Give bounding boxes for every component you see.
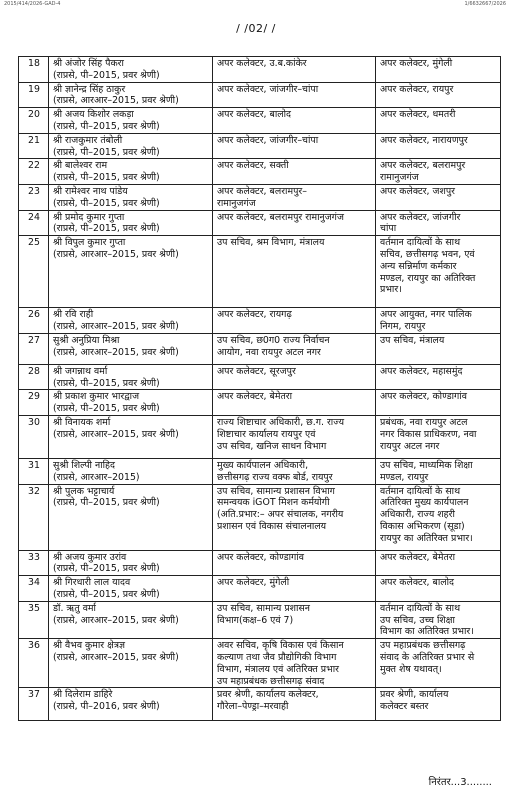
new-posting-cell <box>376 390 501 416</box>
current-posting-line: अपर कलेक्टर, जांजगीर–चांपा <box>217 83 319 95</box>
new-posting-line: अपर कलेक्टर, मुंगेली <box>380 58 453 69</box>
officer-name-cell <box>49 458 213 484</box>
current-posting-line: रामानुजगंज <box>217 197 256 209</box>
new-posting-line: उप सचिव, उच्च शिक्षा <box>380 614 455 626</box>
current-posting-cell <box>213 639 376 688</box>
new-posting-cell <box>376 550 501 576</box>
officer-name-cell <box>49 108 213 134</box>
serial-number-cell: 20 <box>19 108 49 134</box>
serial-number-cell: 33 <box>19 550 49 576</box>
serial-number-cell: 22 <box>19 159 49 185</box>
new-posting-line: प्रबंधक, नवा रायपुर अटल <box>380 416 468 428</box>
current-posting-line: आयोग, नवा रायपुर अटल नगर <box>217 346 321 358</box>
officer-name-line: श्री प्रकाश कुमार भारद्वाज <box>53 391 140 403</box>
officer-name-line: श्री बालेश्वर राम <box>53 160 108 172</box>
new-posting-cell <box>376 458 501 484</box>
new-posting-line: प्रवर श्रेणी, कार्यालय <box>380 689 449 701</box>
new-posting-line: रामानुजगंज <box>380 172 419 184</box>
current-posting-cell <box>213 484 376 550</box>
current-posting-cell <box>213 576 376 602</box>
officer-name-line: श्री वैभव कुमार क्षेत्रज्ञ <box>53 640 125 652</box>
current-posting-line: उप सचिव, छ0ग0 राज्य निर्वाचन <box>217 334 330 346</box>
officer-name-line: (राप्रसे, पी–2015, प्रवर श्रेणी) <box>53 146 160 158</box>
officer-name-line: श्री विपुल कुमार गुप्ता <box>53 237 126 249</box>
current-posting-cell <box>213 82 376 108</box>
new-posting-cell <box>376 159 501 185</box>
officer-name-line: (राप्रसे, पी–2015, प्रवर श्रेणी) <box>53 497 160 509</box>
serial-number-cell: 31 <box>19 458 49 484</box>
current-posting-line: अपर कलेक्टर, बालोद <box>217 109 292 121</box>
officer-name-cell <box>49 184 213 210</box>
current-posting-line: अपर कलेक्टर, रायगढ़ <box>217 309 292 321</box>
officer-name-cell <box>49 364 213 390</box>
table-row <box>19 108 501 134</box>
officer-name-line: श्री रामेश्वर नाथ पांडेय <box>53 185 128 197</box>
officer-name-cell <box>49 308 213 334</box>
officer-name-line: श्री अजय कुमार उरांव <box>53 551 127 563</box>
new-posting-line: विकास अभिकरण (सूडा) <box>380 520 465 532</box>
current-posting-line: अपर कलेक्टर, कोण्डागांव <box>217 551 304 563</box>
officer-name-line: (राप्रसे, पी–2015, प्रवर श्रेणी) <box>53 172 160 184</box>
officer-name-cell <box>49 82 213 108</box>
serial-number-cell: 35 <box>19 601 49 638</box>
new-posting-line: अपर कलेक्टर, बालोद <box>380 577 455 589</box>
officer-name-cell <box>49 159 213 185</box>
officer-name-cell <box>49 484 213 550</box>
current-posting-cell <box>213 210 376 236</box>
officer-name-line: (राप्रसे, पी–2015, प्रवर श्रेणी) <box>53 563 160 575</box>
new-posting-line: प्रभार। <box>380 284 402 296</box>
officer-name-cell <box>49 333 213 364</box>
table-row <box>19 576 501 602</box>
officer-name-line: (राप्रसे, आरआर–2015, प्रवर श्रेणी) <box>53 346 179 358</box>
serial-number-cell: 34 <box>19 576 49 602</box>
new-posting-cell <box>376 415 501 458</box>
current-posting-cell <box>213 308 376 334</box>
officer-name-line: श्री राजकुमार तंबोली <box>53 134 123 146</box>
officer-name-cell <box>49 688 213 721</box>
officer-name-line: श्री जगन्नाथ वर्मा <box>53 365 108 377</box>
new-posting-cell <box>376 108 501 134</box>
table-row <box>19 308 501 334</box>
new-posting-cell <box>376 82 501 108</box>
current-posting-line: उप सचिव, श्रम विभाग, मंत्रालय <box>217 237 325 249</box>
officer-name-line: श्री अजय किशोर लकड़ा <box>53 109 134 121</box>
new-posting-line: कलेक्टर बस्तर <box>380 701 429 713</box>
new-posting-cell <box>376 210 501 236</box>
table-row <box>19 639 501 688</box>
new-posting-line: अतिरिक्त मुख्य कार्यपालन <box>380 497 469 509</box>
officer-name-line: (राप्रसे, पी–2015, प्रवर श्रेणी) <box>53 223 160 235</box>
serial-number-cell: 26 <box>19 308 49 334</box>
table-row <box>19 236 501 308</box>
table-row <box>19 210 501 236</box>
table-row <box>19 159 501 185</box>
serial-number-cell: 23 <box>19 184 49 210</box>
table-row <box>19 390 501 416</box>
serial-number-cell: 32 <box>19 484 49 550</box>
current-posting-line: प्रशासन एवं विकास संचालनालय <box>217 520 327 532</box>
current-posting-line: अपर कलेक्टर, बलरामपुर रामानुजगंज <box>217 211 344 223</box>
serial-number-cell: 30 <box>19 415 49 458</box>
current-posting-line: अपर कलेक्टर, जांजगीर–चांपा <box>217 134 319 146</box>
current-posting-cell <box>213 236 376 308</box>
new-posting-cell <box>376 688 501 721</box>
current-posting-line: उप सचिव, सामान्य प्रशासन <box>217 602 310 614</box>
current-posting-line: अपर कलेक्टर, सक्ती <box>217 160 289 172</box>
serial-number-cell: 18 <box>19 57 49 83</box>
new-posting-cell <box>376 57 501 83</box>
current-posting-line: उप महाप्रबंधक छत्तीसगढ़ संवाद <box>217 675 325 687</box>
current-posting-cell <box>213 458 376 484</box>
new-posting-line: चांपा <box>380 223 397 235</box>
transfer-orders-table <box>18 56 501 721</box>
current-posting-line: अपर कलेक्टर, सूरजपुर <box>217 365 296 377</box>
table-row <box>19 57 501 83</box>
current-posting-cell <box>213 57 376 83</box>
officer-name-cell <box>49 639 213 688</box>
officer-name-line: श्री गिरधारी लाल यादव <box>53 577 131 589</box>
table-row <box>19 550 501 576</box>
serial-number-cell: 21 <box>19 133 49 159</box>
officer-name-line: सुश्री अनुप्रिया मिश्रा <box>53 334 120 346</box>
serial-number-cell: 29 <box>19 390 49 416</box>
table-row <box>19 82 501 108</box>
document-issue-number: 1/6632667/2026 <box>464 1 506 7</box>
new-posting-line: अपर कलेक्टर, नारायणपुर <box>380 134 468 146</box>
officer-name-line: (राप्रसे, पी–2015, प्रवर श्रेणी) <box>53 69 160 81</box>
current-posting-line: उप सचिव, खनिज साधन विभाग <box>217 440 327 452</box>
serial-number-cell: 25 <box>19 236 49 308</box>
current-posting-cell <box>213 133 376 159</box>
officer-name-line: सुश्री शिल्पी नाहिद <box>53 459 115 471</box>
current-posting-cell <box>213 415 376 458</box>
current-posting-line: विभाग, मंत्रालय एवं अतिरिक्त प्रभार <box>217 663 339 675</box>
current-posting-line: मुख्य कार्यपालन अधिकारी, <box>217 459 309 471</box>
new-posting-line: सचिव, छत्तीसगढ़ भवन, एवं <box>380 248 475 260</box>
officer-name-cell <box>49 390 213 416</box>
new-posting-line: नगर विकास प्राधिकरण, नवा <box>380 428 477 440</box>
serial-number-cell: 19 <box>19 82 49 108</box>
officer-name-line: (राप्रसे, पी–2015, प्रवर श्रेणी) <box>53 377 160 389</box>
new-posting-line: मण्डल, रायपुर का अतिरिक्त <box>380 272 476 284</box>
new-posting-cell <box>376 184 501 210</box>
officer-name-line: श्री पुलक भट्टाचार्य <box>53 485 115 497</box>
officer-name-line: (राप्रसे, पी–2016, प्रवर श्रेणी) <box>53 701 160 713</box>
new-posting-cell <box>376 133 501 159</box>
new-posting-line: रायपुर का अतिरिक्त प्रभार। <box>380 532 473 544</box>
officer-name-cell <box>49 601 213 638</box>
officer-name-line: श्री विनायक शर्मा <box>53 416 111 428</box>
current-posting-cell <box>213 333 376 364</box>
officer-name-line: श्री दिलेराम डाहिरे <box>53 689 113 701</box>
current-posting-cell <box>213 159 376 185</box>
officer-name-cell <box>49 57 213 83</box>
current-posting-cell <box>213 601 376 638</box>
current-posting-line: राज्य शिष्टाचार अधिकारी, छ.ग. राज्य <box>217 416 345 428</box>
current-posting-line: शिष्टाचार कार्यालय रायपुर एवं <box>217 428 316 440</box>
officer-name-line: (राप्रसे, पी–2015, प्रवर श्रेणी) <box>53 120 160 132</box>
new-posting-line: रायपुर अटल नगर <box>380 440 440 452</box>
transfer-orders-body <box>19 57 501 721</box>
current-posting-cell <box>213 108 376 134</box>
new-posting-line: उप सचिव, माध्यमिक शिक्षा <box>380 459 473 471</box>
table-row <box>19 333 501 364</box>
table-row <box>19 364 501 390</box>
officer-name-line: (राप्रसे, पी–2015, प्रवर श्रेणी) <box>53 403 160 415</box>
current-posting-line: अपर कलेक्टर, बेमेतरा <box>217 391 293 403</box>
new-posting-line: अपर कलेक्टर, बलरामपुर <box>380 160 466 172</box>
officer-name-cell <box>49 415 213 458</box>
new-posting-cell <box>376 601 501 638</box>
officer-name-line: श्री रवि राही <box>53 309 94 321</box>
new-posting-line: उप सचिव, मंत्रालय <box>380 334 445 346</box>
current-posting-line: गौरेला–पेण्ड्रा–मरवाही <box>217 701 289 713</box>
current-posting-line: (अति.प्रभार:– अपर संचालक, नगरीय <box>217 509 344 521</box>
new-posting-cell <box>376 484 501 550</box>
new-posting-line: अपर कलेक्टर, रायपुर <box>380 83 454 95</box>
officer-name-cell <box>49 210 213 236</box>
new-posting-cell <box>376 576 501 602</box>
new-posting-line: वर्तमान दायित्वों के साथ <box>380 485 461 497</box>
officer-name-line: (राप्रसे, आरआर–2015, प्रवर श्रेणी) <box>53 320 179 332</box>
new-posting-cell <box>376 364 501 390</box>
table-row <box>19 133 501 159</box>
officer-name-line: डॉ. ऋतु वर्मा <box>53 602 96 614</box>
officer-name-line: (राप्रसे, आरआर–2015, प्रवर श्रेणी) <box>53 614 179 626</box>
current-posting-line: उप सचिव, सामान्य प्रशासन विभाग <box>217 485 335 497</box>
table-row <box>19 484 501 550</box>
officer-name-line: (राप्रसे, आरआर–2015, प्रवर श्रेणी) <box>53 651 179 663</box>
officer-name-cell <box>49 550 213 576</box>
table-row <box>19 415 501 458</box>
new-posting-line: मण्डल, रायपुर <box>380 471 429 483</box>
current-posting-line: अवर सचिव, कृषि विकास एवं किसान <box>217 640 344 652</box>
new-posting-line: अपर कलेक्टर, महासमुंद <box>380 365 463 377</box>
new-posting-line: वर्तमान दायित्वों के साथ <box>380 602 461 614</box>
table-row <box>19 184 501 210</box>
new-posting-line: उप महाप्रबंधक छत्तीसगढ़ <box>380 640 466 652</box>
officer-name-line: (राप्रसे, पी–2015, प्रवर श्रेणी) <box>53 197 160 209</box>
new-posting-line: अपर कलेक्टर, बेमेतरा <box>380 551 456 563</box>
current-posting-line: अपर कलेक्टर, उ.ब.कांकेर <box>217 58 307 69</box>
current-posting-line: कल्याण तथा जैव प्रौद्योगिकी विभाग <box>217 651 337 663</box>
new-posting-line: मुक्त शेष यथावत्। <box>380 663 442 675</box>
new-posting-line: अपर कलेक्टर, कोण्डागांव <box>380 391 467 403</box>
officer-name-cell <box>49 133 213 159</box>
new-posting-line: वर्तमान दायित्वों के साथ <box>380 237 461 249</box>
serial-number-cell: 28 <box>19 364 49 390</box>
new-posting-line: अधिकारी, राज्य शहरी <box>380 509 455 521</box>
new-posting-cell <box>376 639 501 688</box>
officer-name-line: (राप्रसे, पी–2015, प्रवर श्रेणी) <box>53 588 160 600</box>
current-posting-line: विभाग(कक्ष–6 एवं 7) <box>217 614 294 626</box>
officer-name-line: श्री ज्ञानेन्द्र सिंह ठाकुर <box>53 83 126 95</box>
table-row <box>19 458 501 484</box>
officer-name-line: (राप्रसे, आरआर–2015, प्रवर श्रेणी) <box>53 95 179 107</box>
officer-name-line: (राप्रसे, आरआर–2015, प्रवर श्रेणी) <box>53 248 179 260</box>
new-posting-cell <box>376 236 501 308</box>
new-posting-line: अपर आयुक्त, नगर पालिक <box>380 309 472 321</box>
current-posting-cell <box>213 364 376 390</box>
new-posting-line: अन्य सन्निर्माण कर्मकार <box>380 260 457 272</box>
table-row <box>19 601 501 638</box>
current-posting-line: समन्वयक iGOT मिशन कर्मयोगी <box>217 497 330 509</box>
document-reference-code: 2015/414/2026-GAD-4 <box>4 1 61 7</box>
serial-number-cell: 37 <box>19 688 49 721</box>
serial-number-cell: 27 <box>19 333 49 364</box>
continued-note: निरंतर...3........ <box>428 777 492 788</box>
table-row <box>19 688 501 721</box>
current-posting-line: छत्तीसगढ़ राज्य वक्फ बोर्ड, रायपुर <box>217 471 333 483</box>
new-posting-cell <box>376 308 501 334</box>
current-posting-line: प्रवर श्रेणी, कार्यालय कलेक्टर, <box>217 689 319 701</box>
officer-name-cell <box>49 236 213 308</box>
officer-name-line: (राप्रसे, आरआर–2015, प्रवर श्रेणी) <box>53 428 179 440</box>
new-posting-cell <box>376 333 501 364</box>
serial-number-cell: 24 <box>19 210 49 236</box>
current-posting-cell <box>213 550 376 576</box>
current-posting-cell <box>213 390 376 416</box>
new-posting-line: अपर कलेक्टर, जशपुर <box>380 185 455 197</box>
officer-name-line: श्री प्रमोद कुमार गुप्ता <box>53 211 125 223</box>
page-number: / /02/ / <box>236 22 276 35</box>
new-posting-line: निगम, रायपुर <box>380 320 426 332</box>
current-posting-line: अपर कलेक्टर, बलरामपुर– <box>217 185 307 197</box>
current-posting-cell <box>213 184 376 210</box>
current-posting-cell <box>213 688 376 721</box>
new-posting-line: अपर कलेक्टर, धमतरी <box>380 109 456 121</box>
new-posting-line: अपर कलेक्टर, जांजगीर <box>380 211 461 223</box>
current-posting-line: अपर कलेक्टर, मुंगेली <box>217 577 290 589</box>
officer-name-line: श्री अंजोर सिंह पैकरा <box>53 58 124 69</box>
officer-name-cell <box>49 576 213 602</box>
new-posting-line: संवाद के अतिरिक्त प्रभार से <box>380 651 475 663</box>
officer-name-line: (राप्रसे, आरआर–2015) <box>53 471 140 483</box>
serial-number-cell: 36 <box>19 639 49 688</box>
new-posting-line: विभाग का अतिरिक्त प्रभार। <box>380 626 474 638</box>
